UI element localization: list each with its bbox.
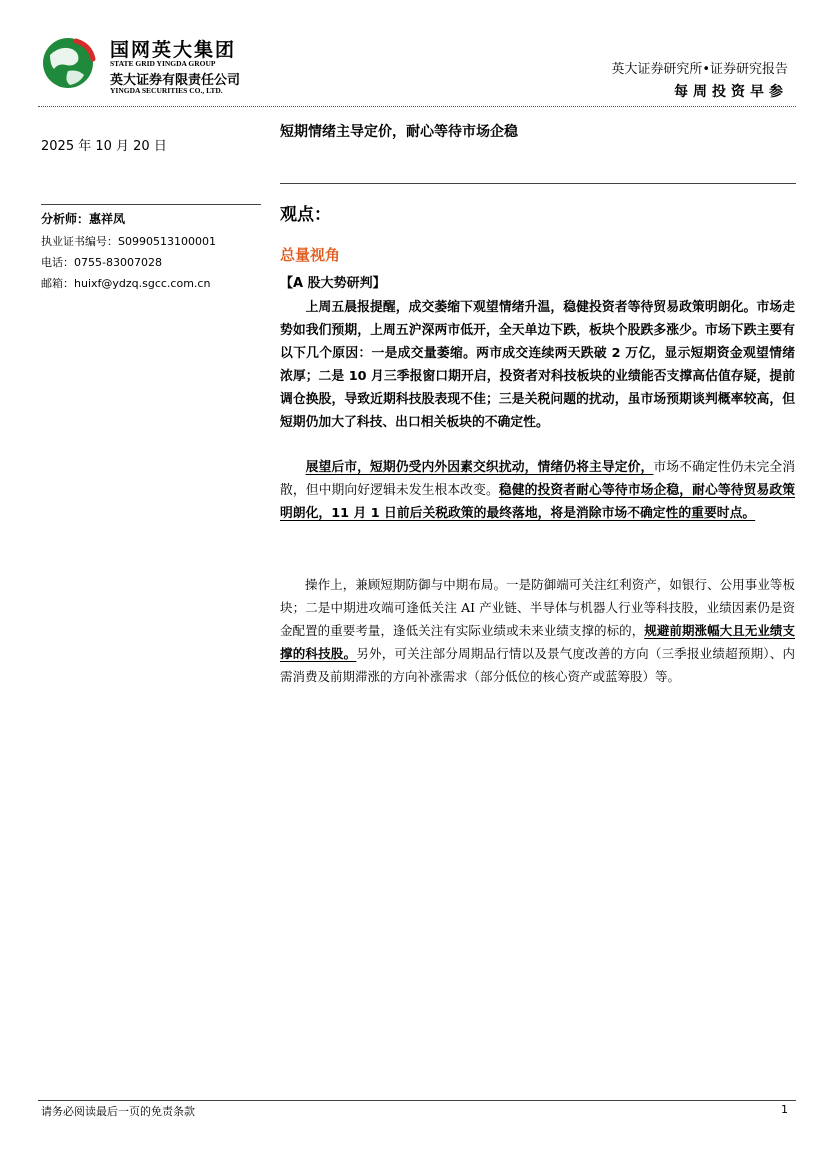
company-logo [38, 32, 253, 96]
sub-heading: 【A 股大势研判】 [280, 276, 386, 291]
paragraph-market-review: 上周五晨报提醒，成交萎缩下观望情绪升温，稳健投资者等待贸易政策明朗化。市场走势如我们预期，上周五沪深两市低开，全天单边下跌，板块个股跌多涨少。市场下跌主要有以下几个原因：一是成交量萎缩。两市成交连续两天跌破 2 万亿，显示短期资金观望情绪浓厚；二是 10 月三季报窗口期开启，投资者对科技板块的业绩能否支撑高估值存疑，提前调仓换股，导致近期科技股表现不佳；三是关税问题的扰动，虽市场预期谈判概率较高，但短期仍加大了科技、出口相关板块的不确定性。 [280, 300, 795, 430]
views-heading: 观点： [280, 205, 331, 225]
sidebar-divider [41, 204, 261, 205]
strategy-tail: 另外，可关注部分周期品行情以及景气度改善的方向（三季报业绩超预期）、内需消费及前期滞涨的方向补涨需求（部分低位的核心资产或蓝筹股）等。 [280, 646, 795, 684]
strategy-emphasis: 规避前期涨幅大且无业绩支撑的科技股。 [280, 623, 795, 661]
footer-divider [38, 1100, 796, 1101]
outlook-lead: 展望后市，短期仍受内外因素交织扰动，情绪仍将主导定价， [305, 460, 654, 475]
logo-group-name-en: STATE GRID YINGDA GROUP [110, 59, 216, 68]
outlook-body: 市场不确定性仍未完全消散，但中期向好逻辑未发生根本改变。 [280, 460, 796, 498]
header-institute: 英大证券研究所•证券研究报告 [611, 62, 788, 77]
analyst-cert: 执业证书编号：S0990513100001 [41, 235, 216, 248]
analyst-name: 分析师：惠祥凤 [41, 212, 126, 226]
paragraph-outlook [280, 456, 795, 525]
strategy-body: 操作上，兼顾短期防御与中期布局。一是防御端可关注红利资产，如银行、公用事业等板块；二是中期进攻端可逢低关注 AI 产业链、半导体与机器人行业等科技股，业绩因素仍是资金配置的重要考量，逢低关注有实际业绩或未来业绩支撑的标的， [280, 577, 795, 638]
section-heading: 总量视角 [280, 246, 341, 264]
analyst-email: 邮箱：huixf@ydzq.sgcc.com.cn [41, 277, 211, 290]
paragraph-strategy [280, 573, 795, 688]
analyst-phone: 电话：0755-83007028 [41, 256, 162, 269]
report-title: 短期情绪主导定价，耐心等待市场企稳 [280, 124, 518, 140]
logo-company-name-en: YINGDA SECURITIES CO., LTD. [110, 86, 223, 95]
title-divider [280, 183, 796, 184]
page-number: 1 [781, 1103, 788, 1116]
footer-disclaimer: 请务必阅读最后一页的免责条款 [41, 1105, 195, 1118]
header-divider [38, 106, 796, 107]
outlook-emphasis: 稳健的投资者耐心等待市场企稳，耐心等待贸易政策明朗化，11 月 1 日前后关税政策的最终落地，将是消除市场不确定性的重要时点。 [280, 483, 796, 521]
header-report-type: 每周投资早参 [674, 84, 788, 100]
logo-company-name-cn: 英大证券有限责任公司 [110, 73, 241, 88]
report-date: 2025 年 10 月 20 日 [41, 139, 167, 154]
logo-group-name-cn: 国网英大集团 [110, 39, 237, 61]
globe-logo-icon [38, 35, 98, 91]
